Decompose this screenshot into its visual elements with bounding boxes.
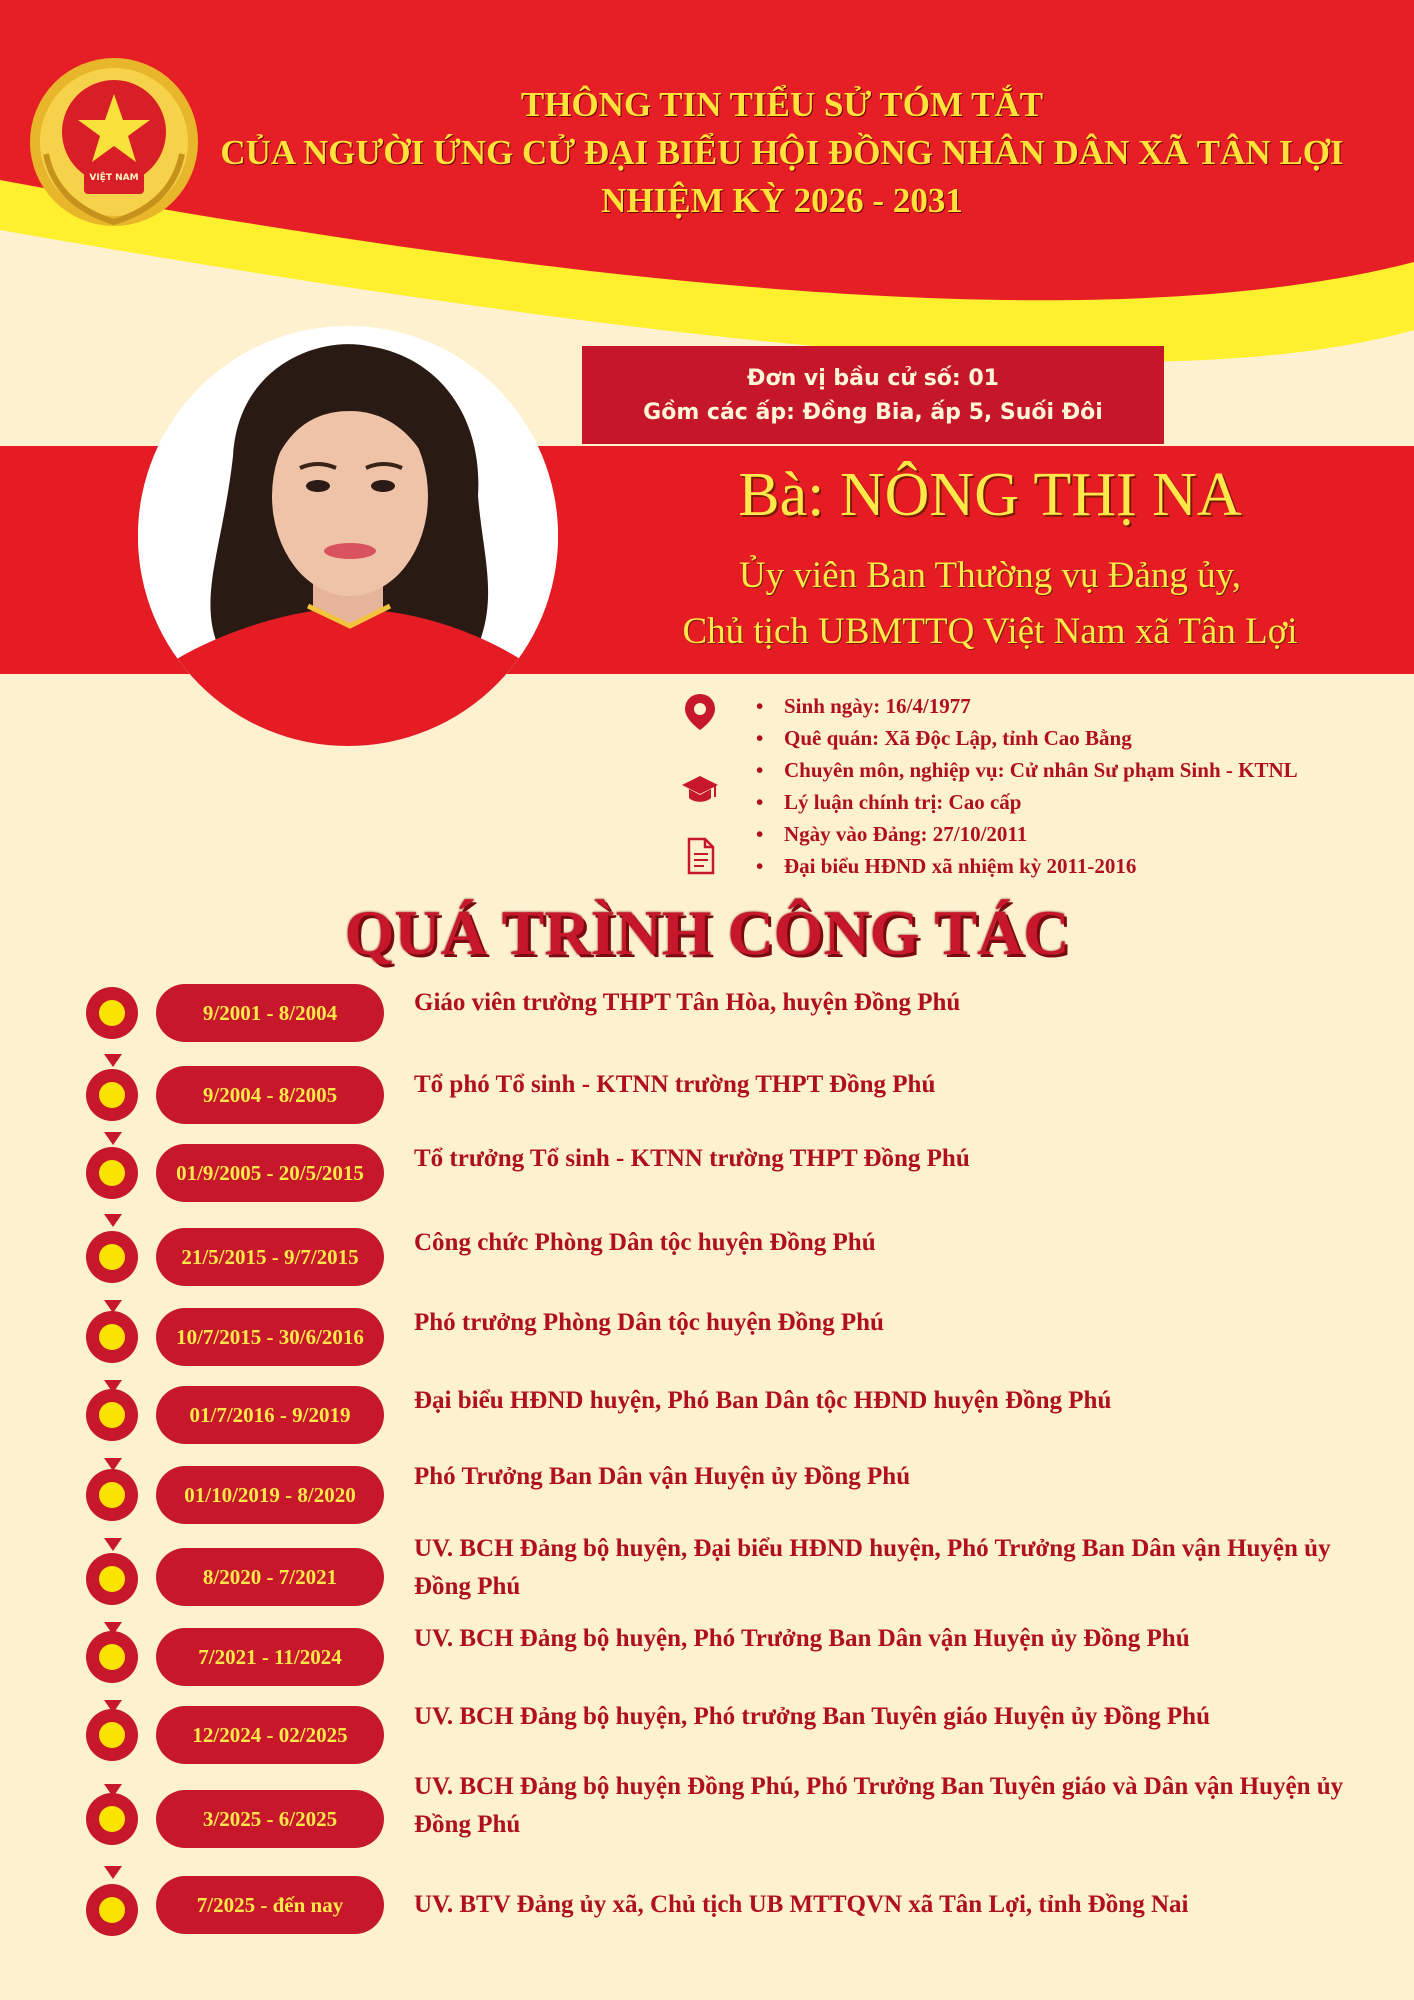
career-section-title: QUÁ TRÌNH CÔNG TÁC [344, 897, 1070, 968]
bio-party-join-date: • Ngày vào Đảng: 27/10/2011 [756, 818, 1298, 850]
timeline-period: 21/5/2015 - 9/7/2015 [156, 1228, 384, 1286]
timeline-period: 01/7/2016 - 9/2019 [156, 1386, 384, 1444]
timeline-arrow [104, 1538, 122, 1551]
timeline-description: UV. BCH Đảng bộ huyện Đồng Phú, Phó Trưởng Ban Tuyên giáo và Dân vận Huyện ủy Đồng Phú [414, 1773, 1344, 1838]
timeline-period: 3/2025 - 6/2025 [156, 1790, 384, 1848]
page-title-line1: THÔNG TIN TIỂU SỬ TÓM TẮT [520, 85, 1044, 124]
timeline-description: Đại biểu HĐND huyện, Phó Ban Dân tộc HĐND huyện Đồng Phú [414, 1387, 1112, 1414]
timeline-arrow [104, 1132, 122, 1145]
electoral-unit-number: Đơn vị bầu cử số: 01 [747, 366, 999, 391]
electoral-unit-hamlets: Gồm các ấp: Đồng Bia, ấp 5, Suối Đôi [643, 400, 1103, 425]
timeline-description: Giáo viên trường THPT Tân Hòa, huyện Đồng Phú [414, 989, 961, 1016]
timeline-description: UV. BTV Đảng ủy xã, Chủ tịch UB MTTQVN xã Tân Lợi, tỉnh Đồng Nai [414, 1891, 1189, 1918]
timeline-dot [86, 1631, 138, 1683]
timeline-period: 7/2021 - 11/2024 [156, 1628, 384, 1686]
timeline-dot [86, 1069, 138, 1121]
timeline-dot [86, 1389, 138, 1441]
timeline-dot [86, 1147, 138, 1199]
timeline-period: 01/10/2019 - 8/2020 [156, 1466, 384, 1524]
timeline-dot [86, 1793, 138, 1845]
page-title-line3: NHIỆM KỲ 2026 - 2031 [601, 181, 963, 220]
timeline-period: 12/2024 - 02/2025 [156, 1706, 384, 1764]
timeline-dot [86, 1884, 138, 1936]
timeline-arrow [104, 1054, 122, 1067]
timeline-period: 9/2004 - 8/2005 [156, 1066, 384, 1124]
timeline-dot [86, 1311, 138, 1363]
map-pin-icon [680, 692, 720, 732]
electoral-unit-box [582, 346, 1164, 444]
bio-birth-date: • Sinh ngày: 16/4/1977 [756, 690, 1298, 722]
timeline-dot [86, 1553, 138, 1605]
timeline-description: Phó Trưởng Ban Dân vận Huyện ủy Đồng Phú [414, 1463, 911, 1490]
bio-list [756, 690, 1298, 882]
timeline-description: Tổ trưởng Tổ sinh - KTNN trường THPT Đồng Phú [414, 1145, 970, 1172]
timeline-dot [86, 1231, 138, 1283]
timeline-description: UV. BCH Đảng bộ huyện, Phó trưởng Ban Tuyên giáo Huyện ủy Đồng Phú [414, 1703, 1210, 1730]
timeline-description: Phó trưởng Phòng Dân tộc huyện Đồng Phú [414, 1309, 884, 1336]
timeline-arrow [104, 1214, 122, 1227]
timeline-period: 9/2001 - 8/2004 [156, 984, 384, 1042]
bio-qualification: • Chuyên môn, nghiệp vụ: Cử nhân Sư phạm Sinh - KTNL [756, 754, 1298, 786]
candidate-portrait [138, 326, 558, 746]
timeline-period: 8/2020 - 7/2021 [156, 1548, 384, 1606]
document-icon [680, 836, 720, 876]
page-title-line2: CỦA NGƯỜI ỨNG CỬ ĐẠI BIỂU HỘI ĐỒNG NHÂN DÂN XÃ TÂN LỢI [220, 133, 1344, 172]
timeline-description: Công chức Phòng Dân tộc huyện Đồng Phú [414, 1229, 876, 1256]
timeline-dot [86, 1469, 138, 1521]
bio-political-theory: • Lý luận chính trị: Cao cấp [756, 786, 1298, 818]
timeline-dot [86, 987, 138, 1039]
timeline-period: 10/7/2015 - 30/6/2016 [156, 1308, 384, 1366]
graduation-cap-icon [680, 770, 720, 810]
timeline-period: 01/9/2005 - 20/5/2015 [156, 1144, 384, 1202]
timeline-description: Tổ phó Tổ sinh - KTNN trường THPT Đồng Phú [414, 1071, 936, 1098]
candidate-position-line1: Ủy viên Ban Thường vụ Đảng ủy, [738, 555, 1242, 596]
bio-hometown: • Quê quán: Xã Độc Lập, tỉnh Cao Bằng [756, 722, 1298, 754]
timeline-period: 7/2025 - đến nay [156, 1876, 384, 1934]
bio-previous-term: • Đại biểu HĐND xã nhiệm kỳ 2011-2016 [756, 850, 1298, 882]
emblem-caption: VIỆT NAM [89, 173, 139, 183]
timeline-dot [86, 1709, 138, 1761]
timeline-description: UV. BCH Đảng bộ huyện, Phó Trưởng Ban Dân vận Huyện ủy Đồng Phú [414, 1625, 1190, 1652]
timeline-description: UV. BCH Đảng bộ huyện, Đại biểu HĐND huyện, Phó Trưởng Ban Dân vận Huyện ủy Đồng Phú [414, 1535, 1331, 1600]
timeline-arrow [104, 1866, 122, 1879]
candidate-name: Bà: NÔNG THỊ NA [738, 461, 1242, 529]
candidate-position-line2: Chủ tịch UBMTTQ Việt Nam xã Tân Lợi [682, 611, 1298, 652]
